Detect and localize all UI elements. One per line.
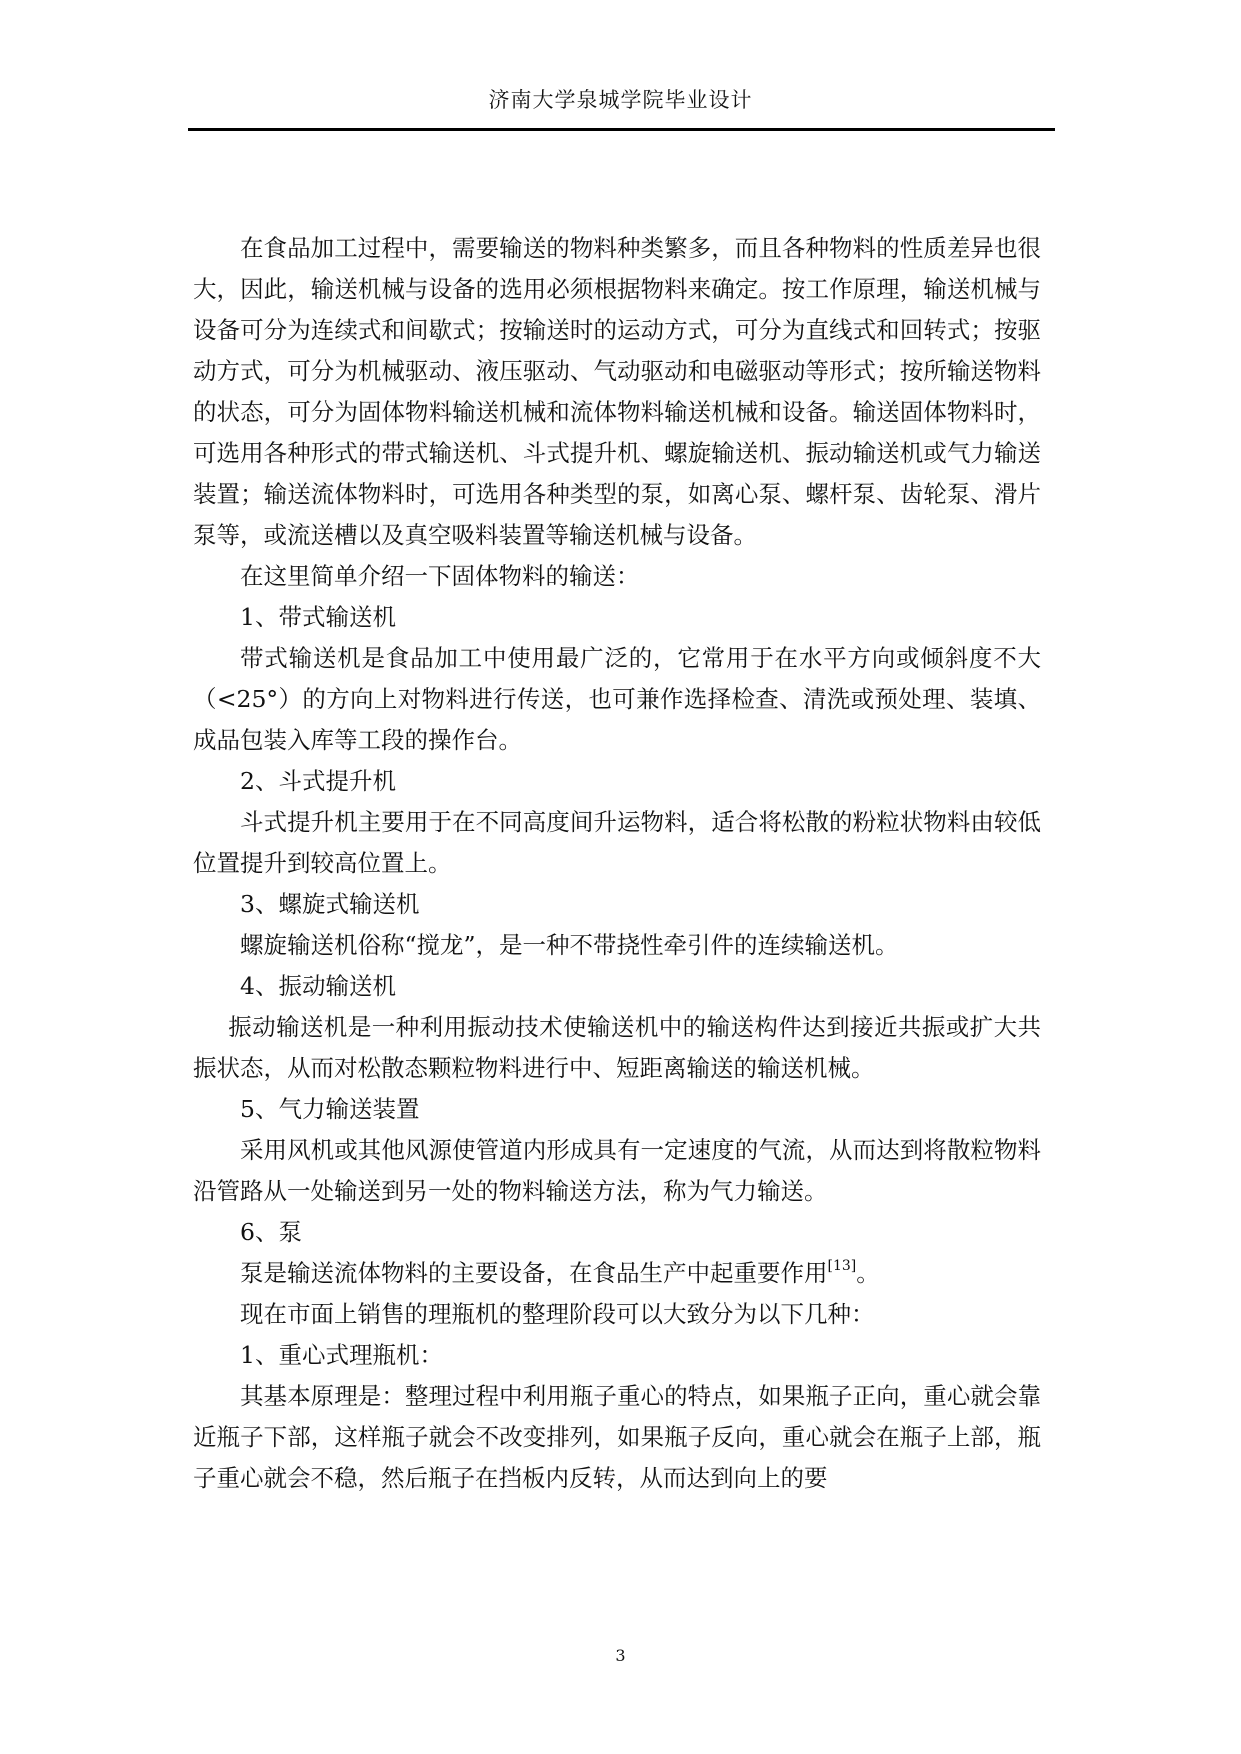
solid-materials-intro: 在这里简单介绍一下固体物料的输送： bbox=[240, 562, 640, 590]
header-divider bbox=[188, 128, 1055, 131]
pump-text: 泵是输送流体物料的主要设备，在食品生产中起重要作用 bbox=[240, 1259, 828, 1287]
heading-bucket-elevator: 2、斗式提升机 bbox=[240, 767, 396, 795]
intro-paragraph: 在食品加工过程中，需要输送的物料种类繁多，而且各种物料的性质差异也很大，因此，输送机械与设备的选用必须根据物料来确定。按工作原理，输送机械与设备可分为连续式和间歇式；按输送时的运动方式，可分为直线式和回转式；按驱动方式，可分为机械驱动、液压驱动、气动驱动和电磁驱动等形式；按所输送物料的状态，可分为固体物料输送机械和流体物料输送机械和设备。输送固体物料时，可选用各种形式的带式输送机、斗式提升机、螺旋输送机、振动输送机或气力输送装置；输送流体物料时，可选用各种类型的泵，如离心泵、螺杆泵、齿轮泵、滑片泵等，或流送槽以及真空吸料装置等输送机械与设备。 bbox=[193, 234, 1041, 549]
paragraph-belt-conveyor: 带式输送机是食品加工中使用最广泛的，它常用于在水平方向或倾斜度不大（<25°）的方向上对物料进行传送，也可兼作选择检查、清洗或预处理、装填、成品包装入库等工段的操作台。 bbox=[193, 644, 1041, 754]
heading-screw-conveyor: 3、螺旋式输送机 bbox=[240, 890, 420, 918]
paragraph-screw-conveyor: 螺旋输送机俗称“搅龙”，是一种不带挠性牵引件的连续输送机。 bbox=[240, 931, 899, 959]
paragraph-bucket-elevator: 斗式提升机主要用于在不同高度间升运物料，适合将松散的粉粒状物料由较低位置提升到较高位置上。 bbox=[193, 808, 1041, 877]
document-body bbox=[193, 228, 1041, 1499]
heading-gravity-sorter: 1、重心式理瓶机： bbox=[240, 1341, 443, 1369]
paragraph-pneumatic-conveying: 采用风机或其他风源使管道内形成具有一定速度的气流，从而达到将散粒物料沿管路从一处输送到另一处的物料输送方法，称为气力输送。 bbox=[193, 1136, 1041, 1205]
paragraph-vibrating-conveyor: 振动输送机是一种利用振动技术使输送机中的输送构件达到接近共振或扩大共振状态，从而对松散态颗粒物料进行中、短距离输送的输送机械。 bbox=[193, 1013, 1041, 1082]
heading-pump: 6、泵 bbox=[240, 1218, 302, 1246]
paragraph-gravity-sorter: 其基本原理是：整理过程中利用瓶子重心的特点，如果瓶子正向，重心就会靠近瓶子下部，这样瓶子就会不改变排列，如果瓶子反向，重心就会在瓶子上部，瓶子重心就会不稳，然后瓶子在挡板内反转，从而达到向上的要 bbox=[193, 1382, 1041, 1492]
heading-vibrating-conveyor: 4、振动输送机 bbox=[240, 972, 396, 1000]
citation-reference: [13] bbox=[827, 1258, 857, 1275]
market-intro: 现在市面上销售的理瓶机的整理阶段可以大致分为以下几种： bbox=[240, 1300, 875, 1328]
heading-belt-conveyor: 1、带式输送机 bbox=[240, 603, 396, 631]
page-number: 3 bbox=[615, 1646, 626, 1665]
page-header-title: 济南大学泉城学院毕业设计 bbox=[488, 88, 753, 112]
heading-pneumatic-conveying: 5、气力输送装置 bbox=[240, 1095, 420, 1123]
paragraph-pump bbox=[193, 1253, 1041, 1294]
pump-text-end: 。 bbox=[856, 1259, 880, 1287]
